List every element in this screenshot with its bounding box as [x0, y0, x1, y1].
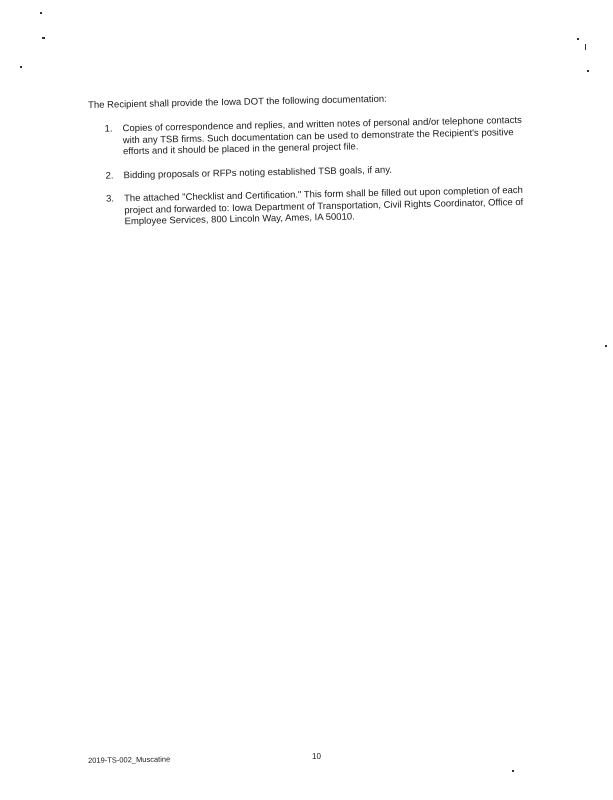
list-item-text: Copies of correspondence and replies, and written notes of personal and/or telephone contacts with any TSB firms. Such documentation can be used to demonstrate the Recipient's positive efforts and it should be placed in the general project file. [122, 114, 522, 158]
scan-speck [577, 38, 579, 40]
scan-speck [585, 44, 586, 50]
scan-speck [587, 70, 589, 72]
list-item [89, 161, 529, 182]
list-item-text: The attached "Checklist and Certification." This form shall be filled out upon completion of each project and forwarded to: Iowa Department of Transportation, Civil Rights Coordinator, Office of Employee Services, 800 Lincoln Way, Ames, IA 50010. [123, 184, 524, 228]
list-item-number: 2. [105, 169, 114, 182]
footer-document-id: 2019-TS-002_Muscatine [88, 754, 171, 765]
scan-speck [512, 770, 514, 772]
document-body [88, 91, 531, 241]
scan-speck [42, 37, 45, 39]
list-item [89, 115, 530, 159]
scan-speck [40, 12, 42, 14]
list-item-number: 1. [104, 123, 113, 135]
scan-speck [605, 345, 607, 347]
list-item-text: Bidding proposals or RFPs noting established TSB goals, if any. [123, 164, 393, 181]
documentation-list [89, 115, 531, 229]
list-item [90, 185, 531, 229]
intro-paragraph: The Recipient shall provide the Iowa DOT the following documentation: [88, 93, 387, 111]
footer-page-number: 10 [312, 752, 321, 761]
scan-speck [20, 66, 22, 68]
list-item-number: 3. [105, 193, 115, 205]
